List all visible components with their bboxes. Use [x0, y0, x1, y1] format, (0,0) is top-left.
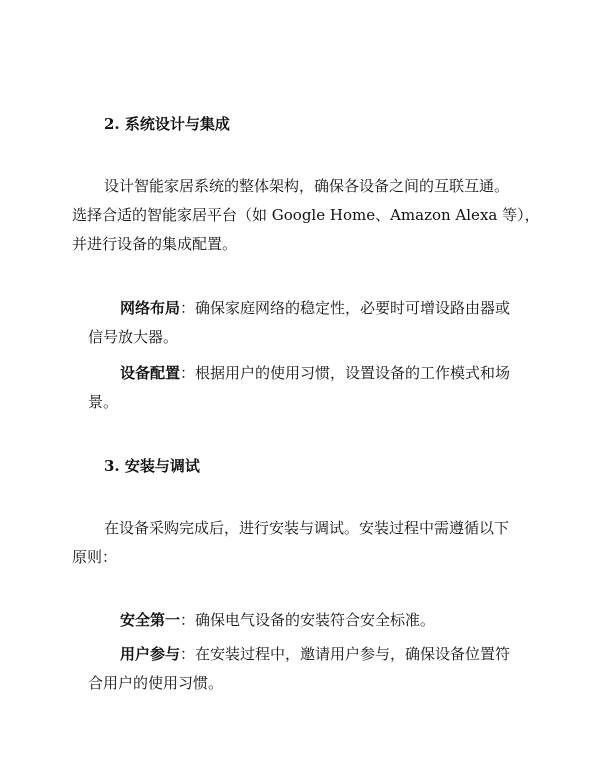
list-item-text: 确保电气设备的安装符合安全标准。	[195, 611, 436, 629]
list-item-colon: ：	[180, 611, 196, 629]
list-item-line: 景。	[88, 393, 119, 411]
list-item-colon: ：	[180, 299, 196, 317]
paragraph-line: 选择合适的智能家居平台（如 Google Home、Amazon Alexa 等），	[72, 206, 540, 224]
paragraph-line: 并进行设备的集成配置。	[72, 235, 238, 253]
list-item	[88, 640, 510, 698]
list-item-line	[88, 606, 435, 635]
section-heading: 2. 系统设计与集成	[104, 115, 230, 133]
list-item-line: 信号放大器。	[88, 328, 179, 346]
list-item	[88, 294, 510, 352]
list-item	[88, 606, 435, 635]
list-item-colon: ：	[180, 364, 196, 382]
list-item	[88, 359, 510, 417]
paragraph-line: 在设备采购完成后，进行安装与调试。安装过程中需遵循以下	[104, 519, 510, 537]
list-item-text: 根据用户的使用习惯，设置设备的工作模式和场	[195, 364, 511, 382]
paragraph-line: 设计智能家居系统的整体架构，确保各设备之间的互联互通。	[104, 177, 510, 195]
list-item-term: 安全第一	[120, 611, 181, 629]
list-item-line	[88, 359, 510, 388]
section-heading: 3. 安装与调试	[104, 457, 200, 475]
body-paragraph	[72, 172, 540, 259]
list-item-term: 网络布局	[120, 299, 181, 317]
paragraph-line: 原则：	[72, 548, 118, 566]
list-item-line	[88, 640, 510, 669]
list-item-colon: ：	[180, 645, 196, 663]
list-item-text: 确保家庭网络的稳定性，必要时可增设路由器或	[195, 299, 511, 317]
body-paragraph	[72, 514, 509, 572]
list-item-term: 用户参与	[120, 645, 181, 663]
list-item-line: 合用户的使用习惯。	[88, 674, 224, 692]
list-item-text: 在安装过程中，邀请用户参与，确保设备位置符	[195, 645, 511, 663]
list-item-line	[88, 294, 510, 323]
list-item-term: 设备配置	[120, 364, 181, 382]
